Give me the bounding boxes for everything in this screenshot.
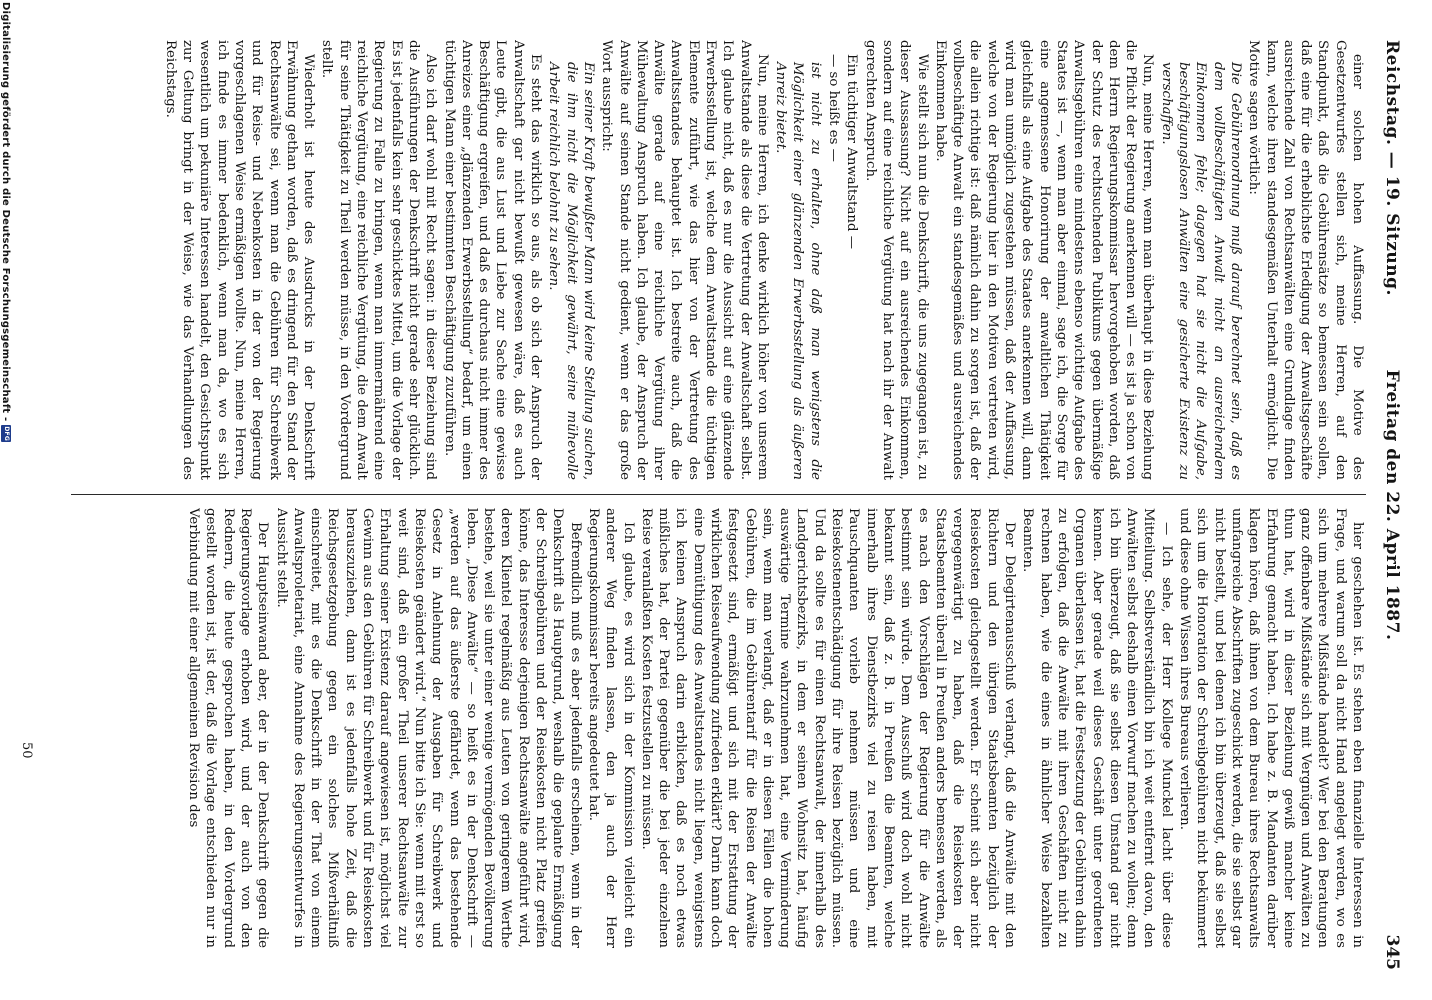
paragraph: — Ich sehe, der Herr Kollege Munckel lacht über diese Mitteilung. Selbstverständlich bin ich weit entfernt davon, den Anwälten selbst deshalb einen Vorwurf machen zu wollen; denn ich bin überzeugt, daß sie selbst diesen Umstand gar nicht kennen. Aber gerade weil dieses Geschäft unter geordneten Organen überlassen ist, hat die Festsetzung der Gebühren dahin zu erfolgen, daß die Anwälte mit ihren Geschäften nicht zu rechnen haben, wie die eines in ähnlicher Weise bezahlten Beamten. xyxy=(1020,508,1174,948)
paragraph: Der Delegirtenausschuß verlangt, daß die Anwälte mit den Richtern und den übrigen Staatsbeamten bezüglich der Reisekosten gleichgestellt werden. Er scheint sich aber nicht vergegenwärtigt zu haben, daß die Reisekosten der Staatsbeamten überall in Preußen anders bemessen werden, als es nach den Vorschlägen der Regierung für die Anwälte bestimmt sein würde. Dem Ausschuß wird doch wohl nicht bekannt sein, daß z. B. in Preußen die Beamten, welche innerhalb ihres Dienstbezirks viel zu reisen haben, mit Pauschquanten vorlieb nehmen müssen und eine Reisekostenentschädigung für ihre Reisen bezüglich müssen. Und da sollte es für einen Rechtsanwalt, der innerhalb des Landgerichtsbezirks, in dem er seinen Wohnsitz hat, häufig auswärtige Termine wahrzunehmen hat, eine Verminderung sein, wenn man verlangt, daß er in diesen Fällen die hohen Gebühren, die im Gebührentarif für die Reisen der Anwälte festgesetzt sind, ermäßigt und sich mit der Erstattung der wirklichen Reiseaufwendung zufrieden erklärt? Darin kann doch eine Demüthigung des Anwaltstandes nicht liegen, wenigstens ich keinen Anspruch darin erblicken, daß es noch etwas mißliches hat, der Partei gegenüber die bei jeder einzelnen Reise veranlaßten Kosten festzustellen zu müssen. xyxy=(638,508,1018,948)
digitization-credit xyxy=(0,2,12,442)
header-date: Freitag den 22. April 1887. xyxy=(1382,369,1402,641)
paragraph: Ich glaube, es wird sich in der Kommission vielleicht ein anderer Weg finden lassen, den ja auch der Herr Regierungskommissar bereits angedeutet hat. xyxy=(585,508,636,948)
paragraph: Wie stellt sich nun die Denkschrift, die uns zugegangen ist, zu dieser Aussassung? Nicht auf ein ausreichendes Einkommen, sondern auf eine reichliche Vergütung hat nach ihr der Anwalt gerechten Anspruch. xyxy=(862,40,930,480)
quoted-paragraph: Ein seiner Kraft bewußter Mann wird keine Stellung suchen, die ihm nicht die Möglichkeit gewährt, seine mühevolle Arbeit reichlich belohnt zu sehen. xyxy=(546,62,596,480)
paragraph: Nun, meine Herren, wenn man überhaupt in diese Beziehung die Pflicht der Regierung anerkennen will — es ist ja schon von dem Herrn Regierungskommissar hervorgehoben worden, daß der Schutz des rechtsuchenden Publikums gegen übermäßige Anwaltsgebühren eine mindestens ebenso wichtige Aufgabe des Staates ist —, wenn man aber einmal, sage ich, die Sorge für eine angemessene Honorirung der anwaltlichen Thätigkeit gleichfalls als eine Aufgabe des Staates anerkennen will, dann wird man unmöglich zugestehen müssen, daß der Auffassung, welche von der Regierung hier in den Motiven vertreten wird, die allein richtige ist: daß nämlich dahin zu sorgen ist, daß der vollbeschäftigte Anwalt ein standesgemäßes und ausreichendes Einkommen habe. xyxy=(932,40,1156,480)
signature-mark: 50 xyxy=(19,742,34,759)
paragraph: Befremdlich muß es aber jedenfalls erscheinen, wenn in der Denkschrift als Hauptgrund, weshalb die geplante Ermäßigung der Schreibgebühren und der Reisekosten nicht Platz greifen könne, das Interesse derjenigen Rechtsanwälte angeführt wird, deren Klientel regelmäßig aus Leuten von geringerem Werthe bestehe, weil sie unter einer wenige vermögenden Bevölkerung leben. „Diese Anwälte“ — so heißt es in der Denkschrift — „werden auf das äußerste gefährdet, wenn das bestehende Gesetz in Anlehnung der Ausgaben für Schreibwerk und Reisekosten geändert wird.“ Nun bitte ich Sie: wenn mit erst so weit sind, daß ein großer Theil unserer Rechtsanwälte zur Erhaltung seiner Existenz darauf angewiesen ist, möglichst viel Gewinn aus den Gebühren für Schreibwerk und für Reisekosten herauszuziehen, dann ist es jedenfalls hohe Zeit, daß die Reichsgesetzgebung gegen ein solches Mißverhältniß einschreitet, mit es die Denkschrift in der That von einem Anwaltsproletariat, eine Annahme des Regierungsentwurfes in Aussicht stellt. xyxy=(273,508,583,948)
paragraph: Nun, meine Herren, ich denke wirklich höher von unserem Anwaltstande als diese die Vertretung der Anwaltschaft selbst. Ich glaube nicht, daß es nur die Aussicht auf eine glänzende Erwerbsstellung ist, welche dem Anwaltstande die tüchtigen Elemente zuführt, wie das hier von der Vertretung des Anwaltsstandes behauptet ist. Ich bestreite auch, daß die Anwälte gerade auf eine reichliche Vergütung ihrer Mühewaltung Anspruch haben. Ich glaube, der Anspruch der Anwälte auf seinen Stande nicht gedient, wenn er das große Wort ausspricht: xyxy=(599,40,770,480)
paragraph: — so heißt es — xyxy=(826,54,842,162)
paragraph: Wiederholt ist heute des Ausdrucks in der Denkschrift Erwähnung gethan worden, daß es dringend für den Stand der Rechtsanwälte sei, wenn man die Gebühren für Schreibwerk und für Reise- und Nebenkosten in der von der Regierung vorgeschlagenen Weise ermäßigen wollte. Nun, meine Herren, ich finde es immer bedenklich, wenn man da, wo es sich wesentlich um pekuniäre Interessen handelt, den Gesichtspunkt zur Geltung bringt in der Weise, wie das Verhandlungen des Reichstags. xyxy=(162,40,317,480)
column-divider xyxy=(71,494,1366,495)
paragraph: Also ich darf wohl mit Recht sagen: in dieser Beziehung sind die Ausführungen der Denkschrift nicht gerade sehr glücklich. Es ist jedenfalls kein sehr geschicktes Mittel, um die Vorlage der Regierung zu Falle zu bringen, wenn man immermährend eine reichliche Vergütung, eine reichliche Vergütung, die dem Anwalt für seine Thätigkeit zu Theil werden müsse, in den Vordergrund stellt. xyxy=(319,40,439,480)
quoted-paragraph: ist nicht zu erhalten, ohne daß man wenigstens die Möglichkeit einer glänzenden Erwerbsstellung als äußeren Anreiz bietet. xyxy=(773,62,823,480)
credit-text: Digitalisierung gefördert durch die Deutsche Forschungsgemeinschaft - xyxy=(0,2,12,422)
paragraph: Ein tüchtiger Anwaltstand — xyxy=(844,54,860,249)
dfg-logo-icon: DFG xyxy=(3,426,10,441)
quoted-paragraph: Die Gebührenordnung muß darauf berechnet sein, daß es dem vollbeschäftigten Anwalt nicht an ausreichendem Einkommen fehle; dagegen hat sie nicht die Aufgabe, beschäftigungslosen Anwälten eine gesicherte Existenz zu verschaffen. xyxy=(1158,62,1243,480)
paragraph: einer solchen hohen Auffassung. Die Motive des Gesetzentwurfes stellen sich, meine Herren, auf den Standpunkt, daß die Gebührensätze so bemessen sein sollen, daß eine für die erheblichste Erledigung der Anwaltsgeschäfte ausreichende Zahl von Rechtsanwälten eine Grundlage finden kann, welche ihren standesgemäßen Unterhalt ermöglicht. Die Motive sagen wörtlich: xyxy=(1246,40,1365,480)
right-text-column xyxy=(66,508,1366,948)
paragraph: Der Hauptseinwand aber, der in der Denkschrift gegen die Regierungsvorlage erhoben wird, und der auch von den Rednern, die heute gesprochen haben, in den Vordergrund gestellt worden ist, ist der, daß die Vorlage entschieden nur in Verbindung mit einer allgemeinen Revision des xyxy=(186,508,271,948)
paragraph: Es steht das wirklich so aus, als ob sich der Anspruch der Anwaltschaft gar nicht bewußt gewesen wäre, daß es auch Leute gibt, die aus Lust und Liebe zur Sache eine gewisse Beschäftigung ergreifen, und daß es durchaus nicht immer des Anreizes einer „glänzenden Erwerbsstellung“ bedarf, um einen tüchtigen Mann einer bestimmten Beschäftigung zuzuführen. xyxy=(441,40,544,480)
paragraph: hier geschehen ist. Es stehen eben finanzielle Interessen in Frage, und warum soll da nicht Hand angelegt werden, wo es sich um mehrere Mißstände handelt? Wer bei den Beratungen ganz offenbare Mißstände sich mit Vergnügen und Anwälten zu thun hat, wird in dieser Beziehung gewiß mancher keine Erfahrung gemacht haben. Ich habe z. B. Mandanten darüber klagen hören, daß ihnen von dem Bureau ihres Rechtsanwalts umfangreiche Abschriften zugeschickt werden, die sie selbst gar nicht bestellt, und bei denen ich bin überzeugt, daß sie selbst sich um die Honoration der Schreibgebühren nicht bekümmert und diese ohne Wissen ihres Bureaus verlieren. xyxy=(1177,508,1365,948)
page-header xyxy=(1368,40,1408,970)
left-text-column xyxy=(66,40,1366,480)
page-number: 345 xyxy=(1382,934,1402,970)
header-left-title: Reichstag. — 19. Sitzung. xyxy=(1382,40,1402,296)
